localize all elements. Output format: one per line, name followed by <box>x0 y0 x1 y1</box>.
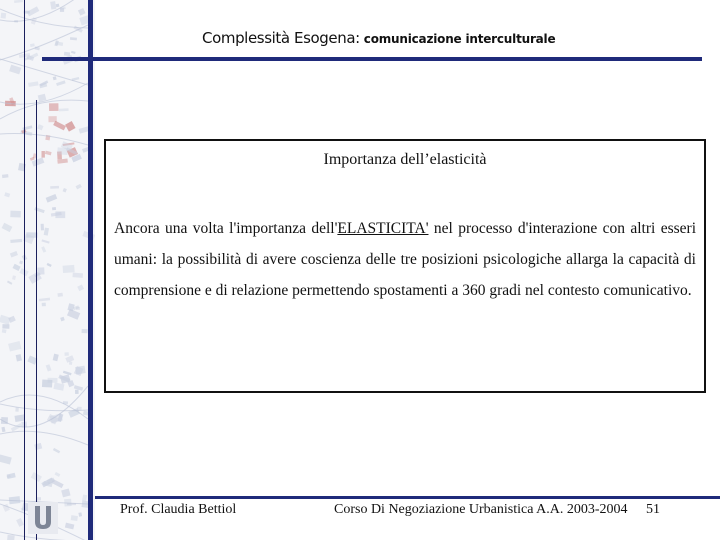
university-logo-icon <box>28 502 58 534</box>
box-paragraph <box>114 213 696 306</box>
box-title: Importanza dell’elasticità <box>323 151 487 168</box>
city-map-sidebar <box>0 0 95 540</box>
page-number: 51 <box>646 502 660 517</box>
title-sub: comunicazione interculturale <box>359 32 556 46</box>
city-map-icon <box>0 0 95 540</box>
vertical-line-mid <box>36 100 37 540</box>
footer-rule <box>95 496 720 499</box>
vertical-line-left <box>24 0 25 540</box>
title-main: Complessità Esogena: <box>202 29 360 47</box>
header-rule <box>42 57 702 61</box>
paragraph-start: Ancora una volta l'importanza dell' <box>114 220 338 237</box>
paragraph-emphasis: ELASTICITA' <box>337 220 429 237</box>
footer-course: Corso Di Negoziazione Urbanistica A.A. 2003-2004 <box>334 502 628 517</box>
page-title <box>202 28 622 47</box>
sidebar-rule <box>88 0 93 540</box>
paragraph-end: nel processo d'interazione con altri esseri umani: la possibilità di avere coscienza delle tre posizioni psicologiche allarga la capacità di comprensione e di relazione permettendo spostamenti a 360 gradi nel contesto comunicativo. <box>114 220 696 299</box>
content-box <box>104 139 706 393</box>
footer-author: Prof. Claudia Bettiol <box>120 502 237 517</box>
